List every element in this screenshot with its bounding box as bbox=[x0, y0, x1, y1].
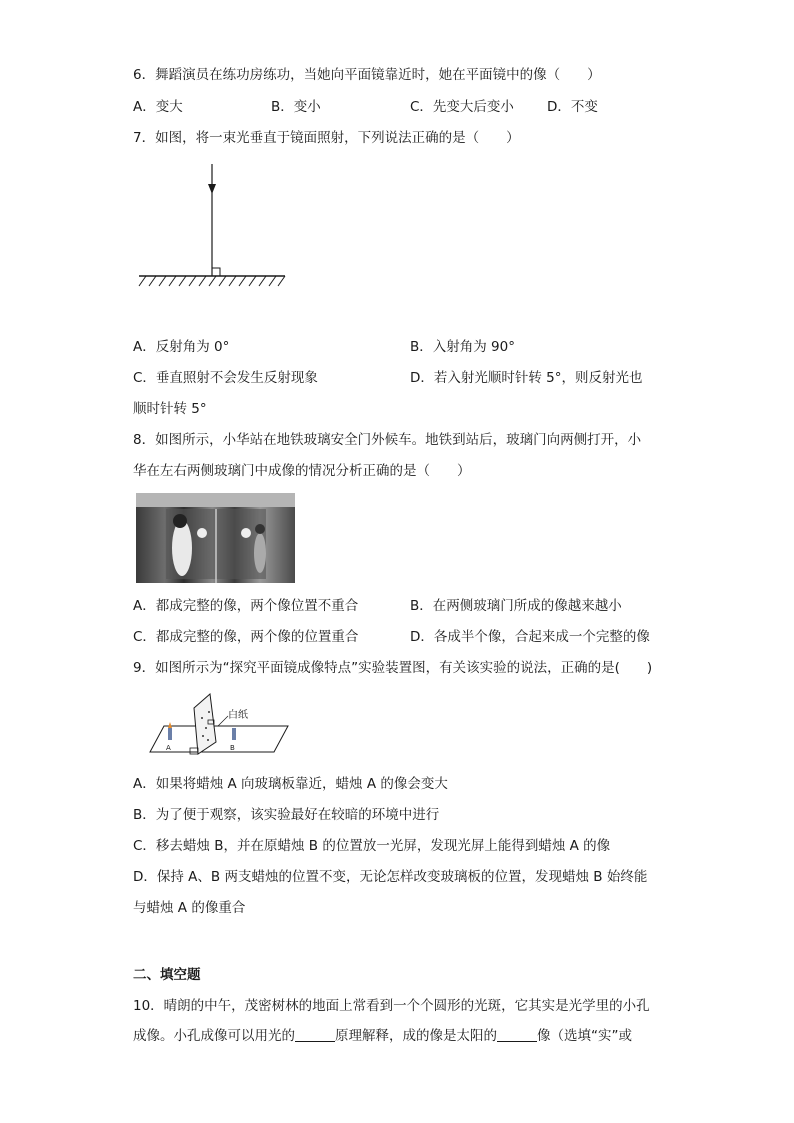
q10-text-a: 成像。小孔成像可以用光的 bbox=[133, 1028, 295, 1044]
q9-candle-b-label: B bbox=[230, 744, 235, 752]
q8-option-d: D．各成半个像，合起来成一个完整的像 bbox=[410, 629, 650, 645]
q8-option-b: B．在两侧玻璃门所成的像越来越小 bbox=[410, 598, 622, 614]
q6-option-c: C．先变大后变小 bbox=[410, 99, 514, 115]
q9-option-a: A．如果将蜡烛 A 向玻璃板靠近，蜡烛 A 的像会变大 bbox=[133, 776, 448, 792]
q10-blank-1[interactable] bbox=[295, 1027, 335, 1042]
q10-blank-2[interactable] bbox=[497, 1027, 537, 1042]
q8-option-a: A．都成完整的像，两个像位置不重合 bbox=[133, 598, 359, 614]
q10-line2 bbox=[133, 1027, 632, 1045]
q9-candle-a-label: A bbox=[166, 744, 171, 752]
q7-option-a: A．反射角为 0° bbox=[133, 339, 230, 355]
section-title-fill-in: 二、填空题 bbox=[133, 967, 201, 983]
q8-stem-line1: 8．如图所示，小华站在地铁玻璃安全门外候车。地铁到站后，玻璃门向两侧打开，小 bbox=[133, 432, 642, 448]
q7-option-d: D．若入射光顺时针转 5°，则反射光也 bbox=[410, 370, 643, 386]
q6-option-b: B．变小 bbox=[271, 99, 321, 115]
q10-text-c: 像（选填“实”或 bbox=[537, 1028, 632, 1044]
q7-option-c: C．垂直照射不会发生反射现象 bbox=[133, 370, 318, 386]
q6-stem: 6．舞蹈演员在练功房练功，当她向平面镜靠近时，她在平面镜中的像（ ） bbox=[133, 67, 601, 83]
q8-option-c: C．都成完整的像，两个像的位置重合 bbox=[133, 629, 359, 645]
q6-option-a: A．变大 bbox=[133, 99, 183, 115]
q9-option-c: C．移去蜡烛 B，并在原蜡烛 B 的位置放一光屏，发现光屏上能得到蜡烛 A 的像 bbox=[133, 838, 611, 854]
q9-stem: 9．如图所示为“探究平面镜成像特点”实验装置图，有关该实验的说法，正确的是( ) bbox=[133, 660, 653, 676]
q10-text-b: 原理解释，成的像是太阳的 bbox=[335, 1028, 497, 1044]
q10-line1: 10．晴朗的中午，茂密树林的地面上常看到一个个圆形的光斑，它其实是光学里的小孔 bbox=[133, 998, 650, 1014]
q9-apparatus-figure bbox=[146, 690, 294, 760]
q7-option-d-cont: 顺时针转 5° bbox=[133, 401, 207, 417]
q8-stem-line2: 华在左右两侧玻璃门中成像的情况分析正确的是（ ） bbox=[133, 463, 471, 479]
q9-option-d: D．保持 A、B 两支蜡烛的位置不变，无论怎样改变玻璃板的位置，发现蜡烛 B 始终能 bbox=[133, 869, 648, 885]
q9-option-b: B．为了便于观察，该实验最好在较暗的环境中进行 bbox=[133, 807, 440, 823]
q8-photo-drawing bbox=[136, 493, 295, 583]
q7-option-b: B．入射角为 90° bbox=[410, 339, 515, 355]
q8-glass-door-photo bbox=[136, 493, 295, 583]
q9-paper-label: 白纸 bbox=[228, 710, 248, 721]
q7-mirror-figure bbox=[136, 160, 288, 292]
q6-option-d: D．不变 bbox=[547, 99, 598, 115]
q7-stem: 7．如图，将一束光垂直于镜面照射，下列说法正确的是（ ） bbox=[133, 130, 520, 146]
q9-option-d-cont: 与蜡烛 A 的像重合 bbox=[133, 900, 246, 916]
